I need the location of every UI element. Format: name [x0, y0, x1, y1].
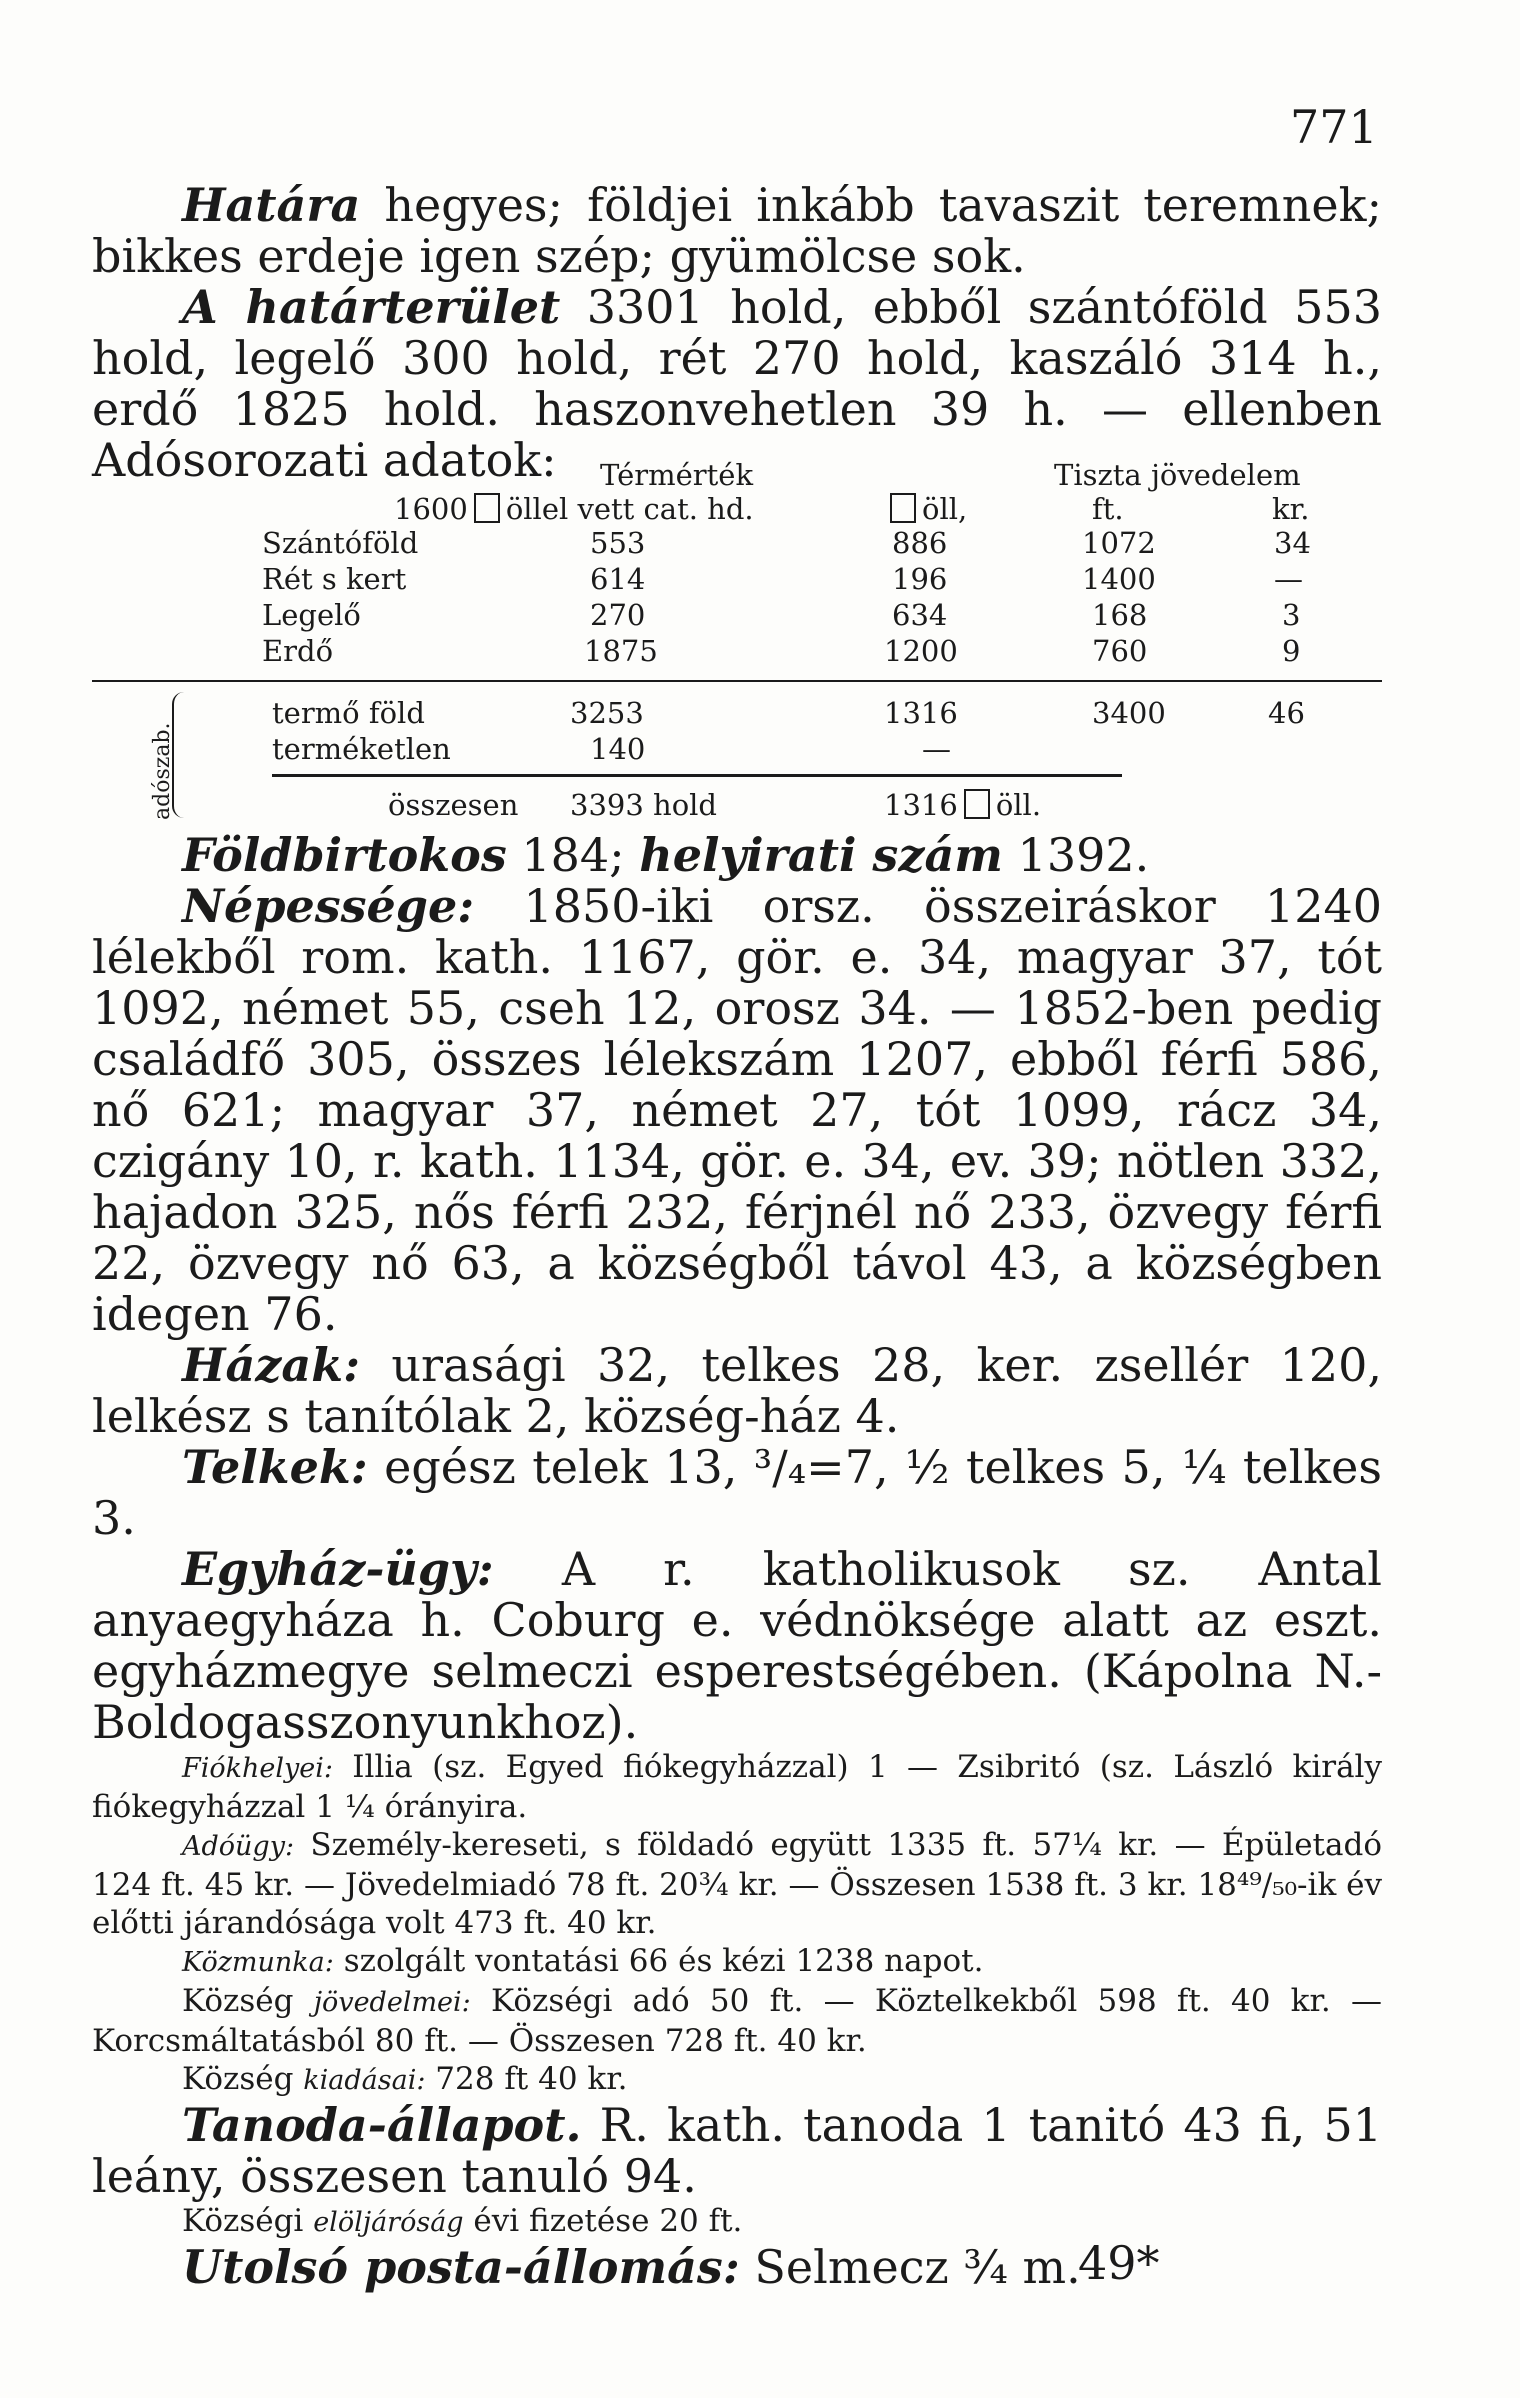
paragraph-egyhaz	[92, 1544, 1382, 1748]
row-label: Rét s kert	[262, 562, 407, 596]
square-fathom-icon	[890, 493, 916, 523]
small-notes	[92, 1748, 1382, 2100]
row-hold: 614	[590, 562, 646, 596]
subheader-mid	[884, 492, 967, 526]
row-oll: 196	[892, 562, 948, 596]
pre-kiadasai: Község	[182, 2061, 304, 2097]
row-kr: 3	[1282, 598, 1301, 632]
total-oll	[884, 788, 1041, 822]
subheader-unit: öllel vett cat. hd.	[505, 492, 754, 526]
row-kr: 34	[1274, 526, 1311, 560]
text-eloljarosag: évi fizetése 20 ft.	[463, 2203, 743, 2239]
row-ft: 1400	[1082, 562, 1156, 596]
label-hatara: Határa	[182, 178, 361, 232]
label-posta: Utolsó posta-állomás:	[182, 2240, 740, 2294]
paragraph-hatarterulet	[92, 282, 1382, 486]
label-hatarterulet: A határterület	[182, 280, 561, 334]
text-foldbirtokos: 184;	[506, 828, 640, 882]
text-telkek: egész telek 13, ³/₄=7, ½ telkes 5, ¼ telkes 3.	[92, 1440, 1382, 1545]
text-helyirati: 1392.	[1002, 828, 1150, 882]
square-fathom-icon	[474, 493, 500, 523]
divider	[92, 680, 1382, 682]
subheader-oll: öll,	[922, 492, 968, 526]
label-kiadasai: kiadásai:	[303, 2065, 426, 2096]
row-ft: 1072	[1082, 526, 1156, 560]
small-notes-2	[92, 2202, 1382, 2242]
text-fiokhelyei: Illia (sz. Egyed fiókegyházzal) 1 — Zsibritó (sz. László király fiókegyházzal 1 ¼ órányira.	[92, 1749, 1382, 1825]
total-oll-value: 1316	[884, 788, 958, 822]
text-hazak: urasági 32, telkes 28, ker. zsellér 120, lelkész s tanítólak 2, község-ház 4.	[92, 1338, 1382, 1443]
brace	[172, 692, 192, 818]
note-jovedelmei	[92, 1982, 1382, 2060]
row-oll: 1200	[884, 634, 958, 668]
paragraph-nepessege	[92, 881, 1382, 1340]
row-oll: 634	[892, 598, 948, 632]
row-hold: 1875	[584, 634, 658, 668]
row-ft: 168	[1092, 598, 1148, 632]
intro-text	[92, 180, 1382, 486]
divider	[272, 774, 1122, 777]
subheader-left	[394, 492, 754, 526]
text-hatara: hegyes; földjei inkább tavaszit teremnek; bikkes erdeje igen szép; gyümölcse sok.	[92, 178, 1382, 283]
signature-mark: 49*	[1078, 2236, 1160, 2290]
text-tanoda: R. kath. tanoda 1 tanitó 43 fi, 51 leány, összesen tanuló 94.	[92, 2098, 1382, 2203]
paragraph-tanoda	[92, 2100, 1382, 2202]
paragraph-telkek	[92, 1442, 1382, 1544]
total-unit: öll.	[995, 788, 1042, 822]
paragraph-posta	[92, 2242, 1382, 2293]
row-oll: 1316	[884, 696, 958, 730]
total-label: összesen	[388, 788, 519, 822]
subheader-ft: ft.	[1092, 492, 1124, 526]
label-telkek: Telkek:	[182, 1440, 368, 1494]
text-kiadasai: 728 ft 40 kr.	[425, 2061, 628, 2097]
row-oll: 886	[892, 526, 948, 560]
row-label: Erdő	[262, 634, 334, 668]
row-hold: 3253	[570, 696, 644, 730]
label-foldbirtokos: Földbirtokos	[182, 828, 507, 882]
header-income: Tiszta jövedelem	[1054, 458, 1301, 492]
note-kiadasai	[92, 2060, 1382, 2100]
pre-eloljarosag: Községi	[182, 2203, 314, 2239]
row-label: termő föld	[272, 696, 425, 730]
text-hatarterulet: 3301 hold, ebből szántóföld 553 hold, legelő 300 hold, rét 270 hold, kaszáló 314 h., erdő 1825 hold. haszonvehetlen 39 h. — ellenben Adósorozati adatok:	[92, 280, 1382, 487]
label-kozmunka: Közmunka:	[182, 1947, 334, 1978]
row-hold: 553	[590, 526, 646, 560]
text-adougy: Személy-kereseti, s földadó együtt 1335 ft. 57¼ kr. — Épületadó 124 ft. 45 kr. — Jövedelmiadó 78 ft. 20¾ kr. — Összesen 1538 ft. 3 kr. 18⁴⁹/₅₀-ik év előtti járandósága volt 473 ft. 40 kr.	[92, 1827, 1382, 1941]
note-eloljarosag	[92, 2202, 1382, 2242]
row-kr: 9	[1282, 634, 1301, 668]
row-label: Szántóföld	[262, 526, 419, 560]
row-ft: 3400	[1092, 696, 1166, 730]
label-fiokhelyei: Fiókhelyei:	[182, 1753, 333, 1784]
label-adougy: Adóügy:	[182, 1831, 295, 1862]
label-egyhaz: Egyház-ügy:	[182, 1542, 494, 1596]
row-oll: —	[922, 732, 951, 766]
page-number: 771	[1290, 100, 1378, 154]
label-nepessege: Népessége:	[182, 879, 475, 933]
row-hold: 270	[590, 598, 646, 632]
label-eloljarosag: elöljáróság	[313, 2207, 464, 2238]
row-label: Legelő	[262, 598, 361, 632]
note-fiokhelyei	[92, 1748, 1382, 1826]
paragraph-hatara	[92, 180, 1382, 282]
paragraph-hazak	[92, 1340, 1382, 1442]
note-kozmunka	[92, 1942, 1382, 1982]
label-hazak: Házak:	[182, 1338, 361, 1392]
subheader-kr: kr.	[1272, 492, 1310, 526]
row-ft: 760	[1092, 634, 1148, 668]
note-adougy	[92, 1826, 1382, 1942]
square-fathom-icon	[964, 789, 990, 819]
text-egyhaz: A r. katholikusok sz. Antal anyaegyháza h. Coburg e. védnöksége alatt az eszt. egyházmegye selmeczi esperestségében. (Kápolna N.-Boldogasszonyunkhoz).	[92, 1542, 1382, 1749]
paragraph-foldbirtokos	[92, 830, 1382, 881]
label-tanoda: Tanoda-állapot.	[182, 2098, 582, 2152]
text-posta: Selmecz ¾ m.	[739, 2240, 1081, 2294]
tax-table	[92, 458, 1382, 822]
main-text	[92, 830, 1382, 2293]
text-nepessege: 1850-iki orsz. összeiráskor 1240 lélekből rom. kath. 1167, gör. e. 34, magyar 37, tót 1092, német 55, cseh 12, orosz 34. — 1852-ben pedig családfő 305, összes lélekszám 1207, ebből férfi 586, nő 621; magyar 37, német 27, tót 1099, rácz 34, czigány 10, r. kath. 1134, gör. e. 34, ev. 39; nötlen 332, hajadon 325, nős férfi 232, férjnél nő 233, özvegy férfi 22, özvegy nő 63, a községből távol 43, a községben idegen 76.	[92, 879, 1382, 1341]
label-jovedelmei: jövedelmei:	[313, 1987, 471, 2018]
total-hold: 3393 hold	[570, 788, 717, 822]
adoszab-label: adószab.	[150, 722, 175, 820]
row-kr: 46	[1268, 696, 1305, 730]
subheader-1600: 1600	[394, 492, 468, 526]
pre-jovedelmei: Község	[182, 1983, 314, 2019]
label-helyirati: helyirati szám	[639, 828, 1003, 882]
header-value: Térmérték	[600, 458, 754, 492]
vertical-label	[126, 690, 175, 820]
text-kozmunka: szolgált vontatási 66 és kézi 1238 napot.	[333, 1943, 984, 1979]
row-hold: 140	[590, 732, 646, 766]
row-label: terméketlen	[272, 732, 451, 766]
text-jovedelmei: Községi adó 50 ft. — Köztelkekből 598 ft. 40 kr. — Korcsmáltatásból 80 ft. — Összesen 728 ft. 40 kr.	[92, 1983, 1382, 2059]
row-kr: —	[1274, 562, 1303, 596]
